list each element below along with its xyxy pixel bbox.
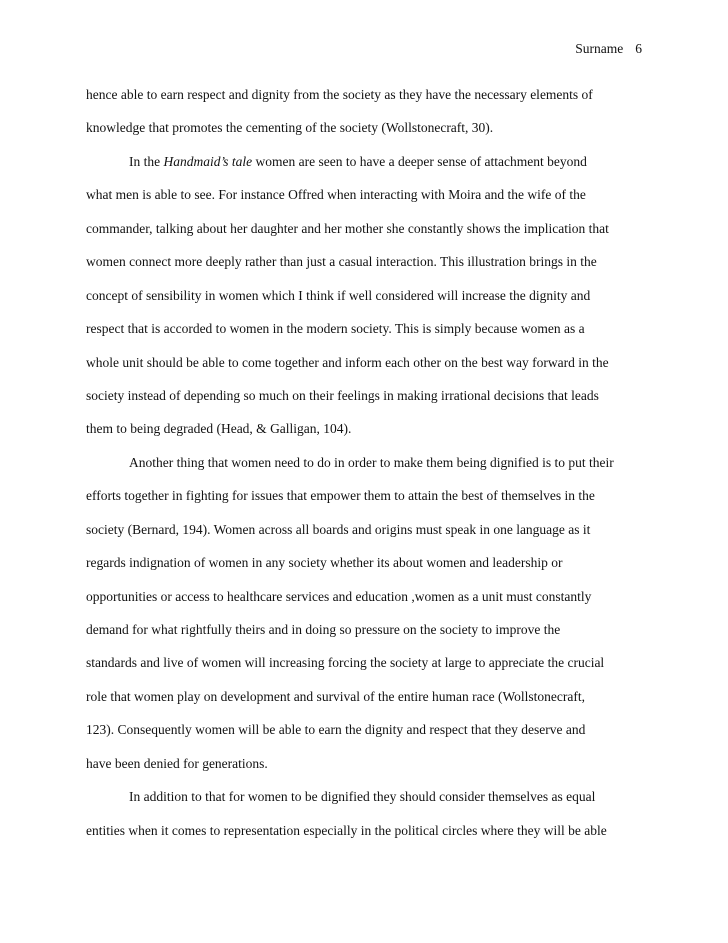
text-line: whole unit should be able to come together and inform each other on the best way forward in the	[86, 354, 609, 370]
text-line: entities when it comes to representation especially in the political circles where they will be able	[86, 822, 607, 838]
text-line: demand for what rightfully theirs and in doing so pressure on the society to improve the	[86, 622, 561, 637]
text-line: women connect more deeply rather than just a casual interaction. This illustration brings in the	[86, 254, 597, 270]
text-line: society (Bernard, 194). Women across all boards and origins must speak in one language as it	[86, 521, 591, 537]
book-title: Handmaid’s tale	[163, 153, 253, 169]
text-line: efforts together in fighting for issues that empower them to attain the best of themselves in the	[86, 488, 595, 504]
text-segment: In the	[129, 153, 164, 169]
text-line: society instead of depending so much on their feelings in making irrational decisions that leads	[86, 387, 599, 403]
text-line: hence able to earn respect and dignity from the society as they have the necessary elements of	[86, 87, 593, 102]
header-page-number: 6	[635, 41, 642, 56]
text-line: 123). Consequently women will be able to earn the dignity and respect that they deserve and	[86, 722, 586, 738]
text-line: role that women play on development and survival of the entire human race (Wollstonecraft,	[86, 688, 585, 704]
body-text	[86, 86, 646, 855]
text-line: Another thing that women need to do in order to make them being dignified is to put their	[129, 454, 614, 470]
text-line: have been denied for generations.	[86, 755, 268, 771]
text-line: commander, talking about her daughter and her mother she constantly shows the implication that	[86, 220, 609, 236]
text-line: respect that is accorded to women in the modern society. This is simply because women as a	[86, 321, 585, 337]
text-line: concept of sensibility in women which I think if well considered will increase the dignity and	[86, 287, 591, 303]
text-line: knowledge that promotes the cementing of the society (Wollstonecraft, 30).	[86, 120, 494, 136]
text-line: what men is able to see. For instance Offred when interacting with Moira and the wife of the	[86, 187, 586, 203]
text-line: standards and live of women will increasing forcing the society at large to appreciate the crucial	[86, 655, 605, 671]
text-line: them to being degraded (Head, & Galligan, 104).	[86, 421, 352, 437]
text-line: opportunities or access to healthcare services and education ,women as a unit must constantly	[86, 588, 592, 604]
running-header	[575, 41, 642, 57]
text-line: In addition to that for women to be dignified they should consider themselves as equal	[129, 789, 596, 805]
text-line	[86, 153, 646, 186]
header-surname: Surname	[575, 41, 624, 56]
text-segment: women are seen to have a deeper sense of attachment beyond	[252, 153, 587, 169]
text-line: regards indignation of women in any society whether its about women and leadership or	[86, 555, 563, 571]
